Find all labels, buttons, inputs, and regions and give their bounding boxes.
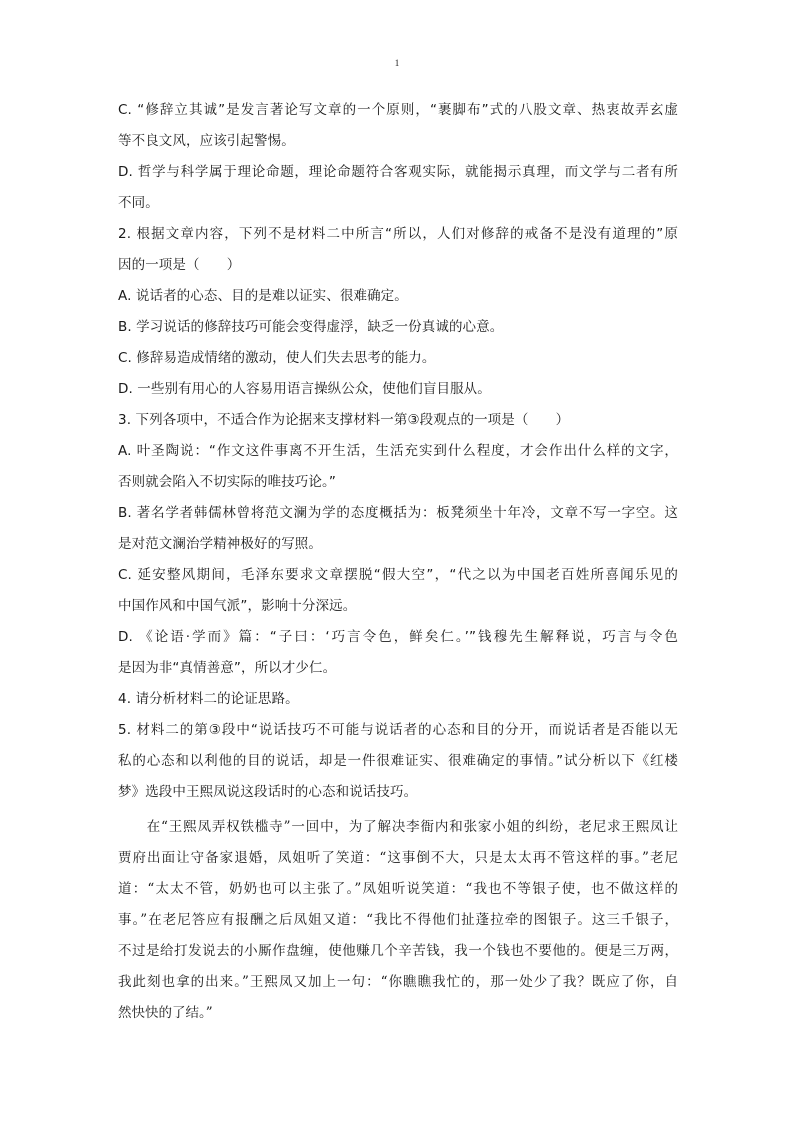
- passage-line: 然快快的了结。”: [118, 1005, 213, 1021]
- passage-line: 事。”在老尼答应有报酬之后凤姐又道：“我比不得他们扯蓬拉牵的图银子。这三千银子，: [118, 912, 678, 928]
- passage-line: 道：“太太不管，奶奶也可以主张了。”凤姐听说笑道：“我也不等银子使，也不做这样的: [118, 881, 678, 897]
- text-line: 私的心态和以利他的目的说话，却是一件很难证实、很难确定的事情。”试分析以下《红楼: [118, 753, 678, 769]
- text-line: 是对范文澜治学精神极好的写照。: [118, 536, 322, 552]
- text-line: 梦》选段中王熙凤说这段话时的心态和说话技巧。: [118, 784, 418, 800]
- text-line: B. 学习说话的修辞技巧可能会变得虚浮，缺乏一份真诚的心意。: [118, 319, 504, 335]
- text-line: 是因为非“真情善意”，所以才少仁。: [118, 660, 337, 676]
- question-body: [118, 95, 678, 808]
- text-line: 不同。: [118, 195, 159, 211]
- text-line: B. 著名学者韩儒林曾将范文澜为学的态度概括为：板凳须坐十年冷，文章不写一字空。这: [118, 505, 678, 521]
- text-line: 等不良文风，应该引起警惕。: [118, 133, 295, 149]
- passage-line: 我此刻也拿的出来。”王熙凤又加上一句：“你瞧瞧我忙的，那一处少了我？既应了你，自: [118, 974, 678, 990]
- text-line: 2. 根据文章内容，下列不是材料二中所言“所以，人们对修辞的戒备不是没有道理的”原: [118, 226, 678, 242]
- text-line: 4. 请分析材料二的论证思路。: [118, 691, 299, 707]
- page-number: 1: [394, 58, 400, 68]
- text-line: 3. 下列各项中，不适合作为论据来支撑材料一第③段观点的一项是（ ）: [118, 412, 570, 428]
- text-line: D. 一些别有用心的人容易用语言操纵公众，使他们盲目服从。: [118, 381, 491, 397]
- text-line: 否则就会陷入不切实际的唯技巧论。”: [118, 474, 336, 490]
- text-line: C. “修辞立其诚”是发言著论写文章的一个原则，“裹脚布”式的八股文章、热衷故弄玄虚: [118, 102, 678, 118]
- text-line: 5. 材料二的第③段中“说话技巧不可能与说话者的心态和目的分开，而说话者是否能以无: [118, 722, 678, 738]
- text-line: 中国作风和中国气派”，影响十分深远。: [118, 598, 357, 614]
- text-line: C. 延安整风期间，毛泽东要求文章摆脱“假大空”，“代之以为中国老百姓所喜闻乐见的: [118, 567, 678, 583]
- text-line: A. 说话者的心态、目的是难以证实、很难确定。: [118, 288, 408, 304]
- text-line: A. 叶圣陶说：“作文这件事离不开生活，生活充实到什么程度，才会作出什么样的文字，: [118, 443, 678, 459]
- text-line: D. 《论语·学而》篇：“子曰：‘巧言令色，鲜矣仁。’”钱穆先生解释说，巧言与令色: [118, 629, 678, 645]
- text-line: D. 哲学与科学属于理论命题，理论命题符合客观实际，就能揭示真理，而文学与二者有所: [118, 164, 678, 180]
- text-line: C. 修辞易造成情绪的激动，使人们失去思考的能力。: [118, 350, 436, 366]
- passage-line: 在“王熙凤弄权铁槛寺”一回中，为了解决李衙内和张家小姐的纠纷，老尼求王熙凤让: [118, 819, 678, 835]
- passage-line: 贾府出面让守备家退婚，凤姐听了笑道：“这事倒不大，只是太太再不管这样的事。”老尼: [118, 850, 678, 866]
- hongloumeng-excerpt: [118, 812, 678, 1029]
- passage-line: 不过是给打发说去的小厮作盘缠，使他赚几个辛苦钱，我一个钱也不要他的。便是三万两，: [118, 943, 678, 959]
- text-line: 因的一项是（ ）: [118, 257, 241, 273]
